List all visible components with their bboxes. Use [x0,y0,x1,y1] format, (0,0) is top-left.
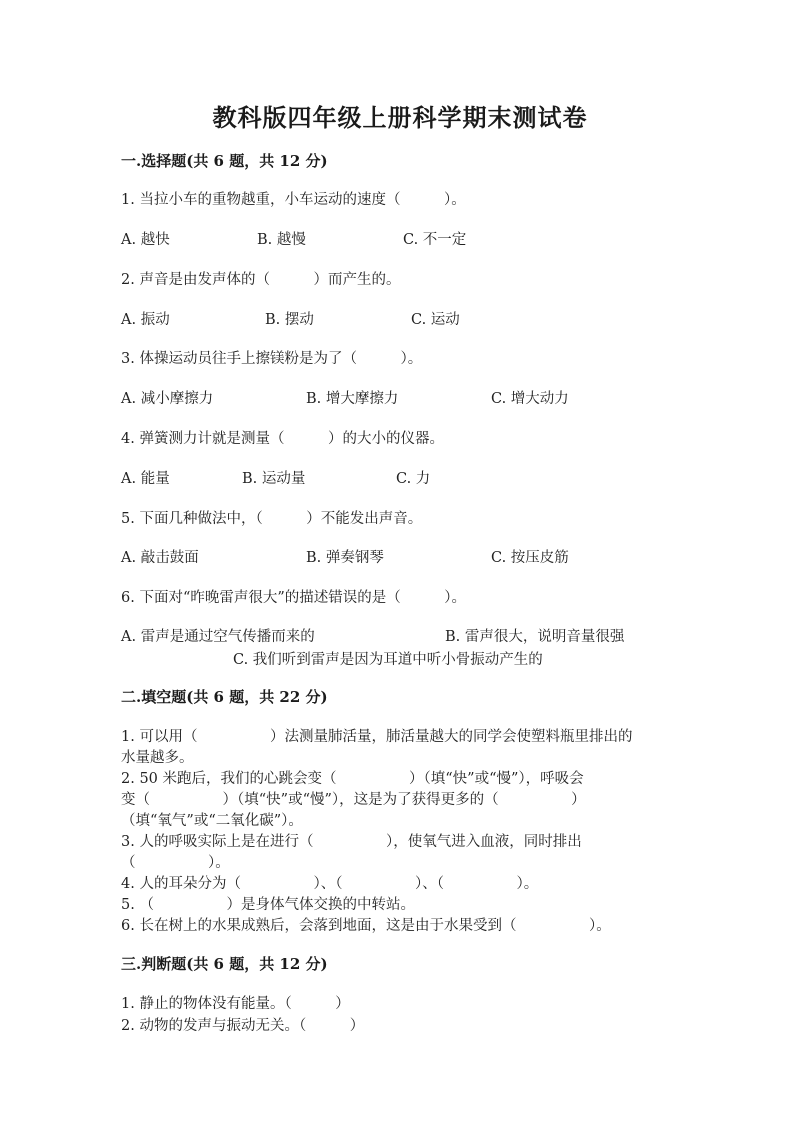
fill-line: 6. 长在树上的水果成熟后，会落到地面，这是由于水果受到（ ）。 [121,918,611,934]
option-b: B. 摆动 [265,312,314,328]
question-text: 4. 弹簧测力计就是测量（ ）的大小的仪器。 [121,431,444,447]
fill-line: 2. 50 米跑后，我们的心跳会变（ ）（填“快”或“慢”），呼吸会 [121,771,584,787]
option-a: A. 振动 [121,312,170,328]
judge-line: 2. 动物的发声与振动无关。（ ） [121,1018,365,1034]
fill-line: 3. 人的呼吸实际上是在进行（ ），使氧气进入血液，同时排出 [121,834,582,850]
option-c: C. 增大动力 [491,391,569,407]
question-text: 2. 声音是由发声体的（ ）而产生的。 [121,272,401,288]
question-text: 5. 下面几种做法中，（ ）不能发出声音。 [121,511,423,527]
fill-line: （填“氧气”或“二氧化碳”）。 [121,813,303,829]
section-heading-fill: 二.填空题(共 6 题，共 22 分) [121,688,328,706]
fill-line: 水量越多。 [121,750,194,766]
option-c: C. 按压皮筋 [491,550,569,566]
fill-line: 4. 人的耳朵分为（ ）、（ ）、（ ）。 [121,876,539,892]
fill-line: （ ）。 [121,855,230,871]
page-title: 教科版四年级上册科学期末测试卷 [212,103,588,132]
question-text: 3. 体操运动员往手上擦镁粉是为了（ ）。 [121,351,423,367]
question-text: 1. 当拉小车的重物越重，小车运动的速度（ ）。 [121,192,466,208]
option-a: A. 越快 [121,232,170,248]
option-a: A. 减小摩擦力 [121,391,214,407]
fill-line: 5. （ ）是身体气体交换的中转站。 [121,897,415,913]
option-c: C. 不一定 [403,232,467,248]
option-b: B. 越慢 [257,232,306,248]
option-a: A. 能量 [121,471,170,487]
fill-line: 变（ ）（填“快”或“慢”），这是为了获得更多的（ ） [121,792,586,808]
question-text: 6. 下面对“昨晚雷声很大”的描述错误的是（ ）。 [121,590,467,606]
option-b: B. 弹奏钢琴 [306,550,384,566]
section-heading-choice: 一.选择题(共 6 题，共 12 分) [121,152,328,170]
option-c: C. 运动 [411,312,460,328]
section-heading-judge: 三.判断题(共 6 题，共 12 分) [121,955,328,973]
option-b: B. 运动量 [242,471,306,487]
option-c: C. 力 [396,471,431,487]
option-b: B. 雷声很大，说明音量很强 [445,629,625,645]
fill-line: 1. 可以用（ ）法测量肺活量，肺活量越大的同学会使塑料瓶里排出的 [121,729,633,745]
option-c: C. 我们听到雷声是因为耳道中听小骨振动产生的 [233,652,543,668]
option-a: A. 雷声是通过空气传播而来的 [121,629,315,645]
judge-line: 1. 静止的物体没有能量。（ ） [121,996,350,1012]
option-a: A. 敲击鼓面 [121,550,199,566]
option-b: B. 增大摩擦力 [306,391,399,407]
